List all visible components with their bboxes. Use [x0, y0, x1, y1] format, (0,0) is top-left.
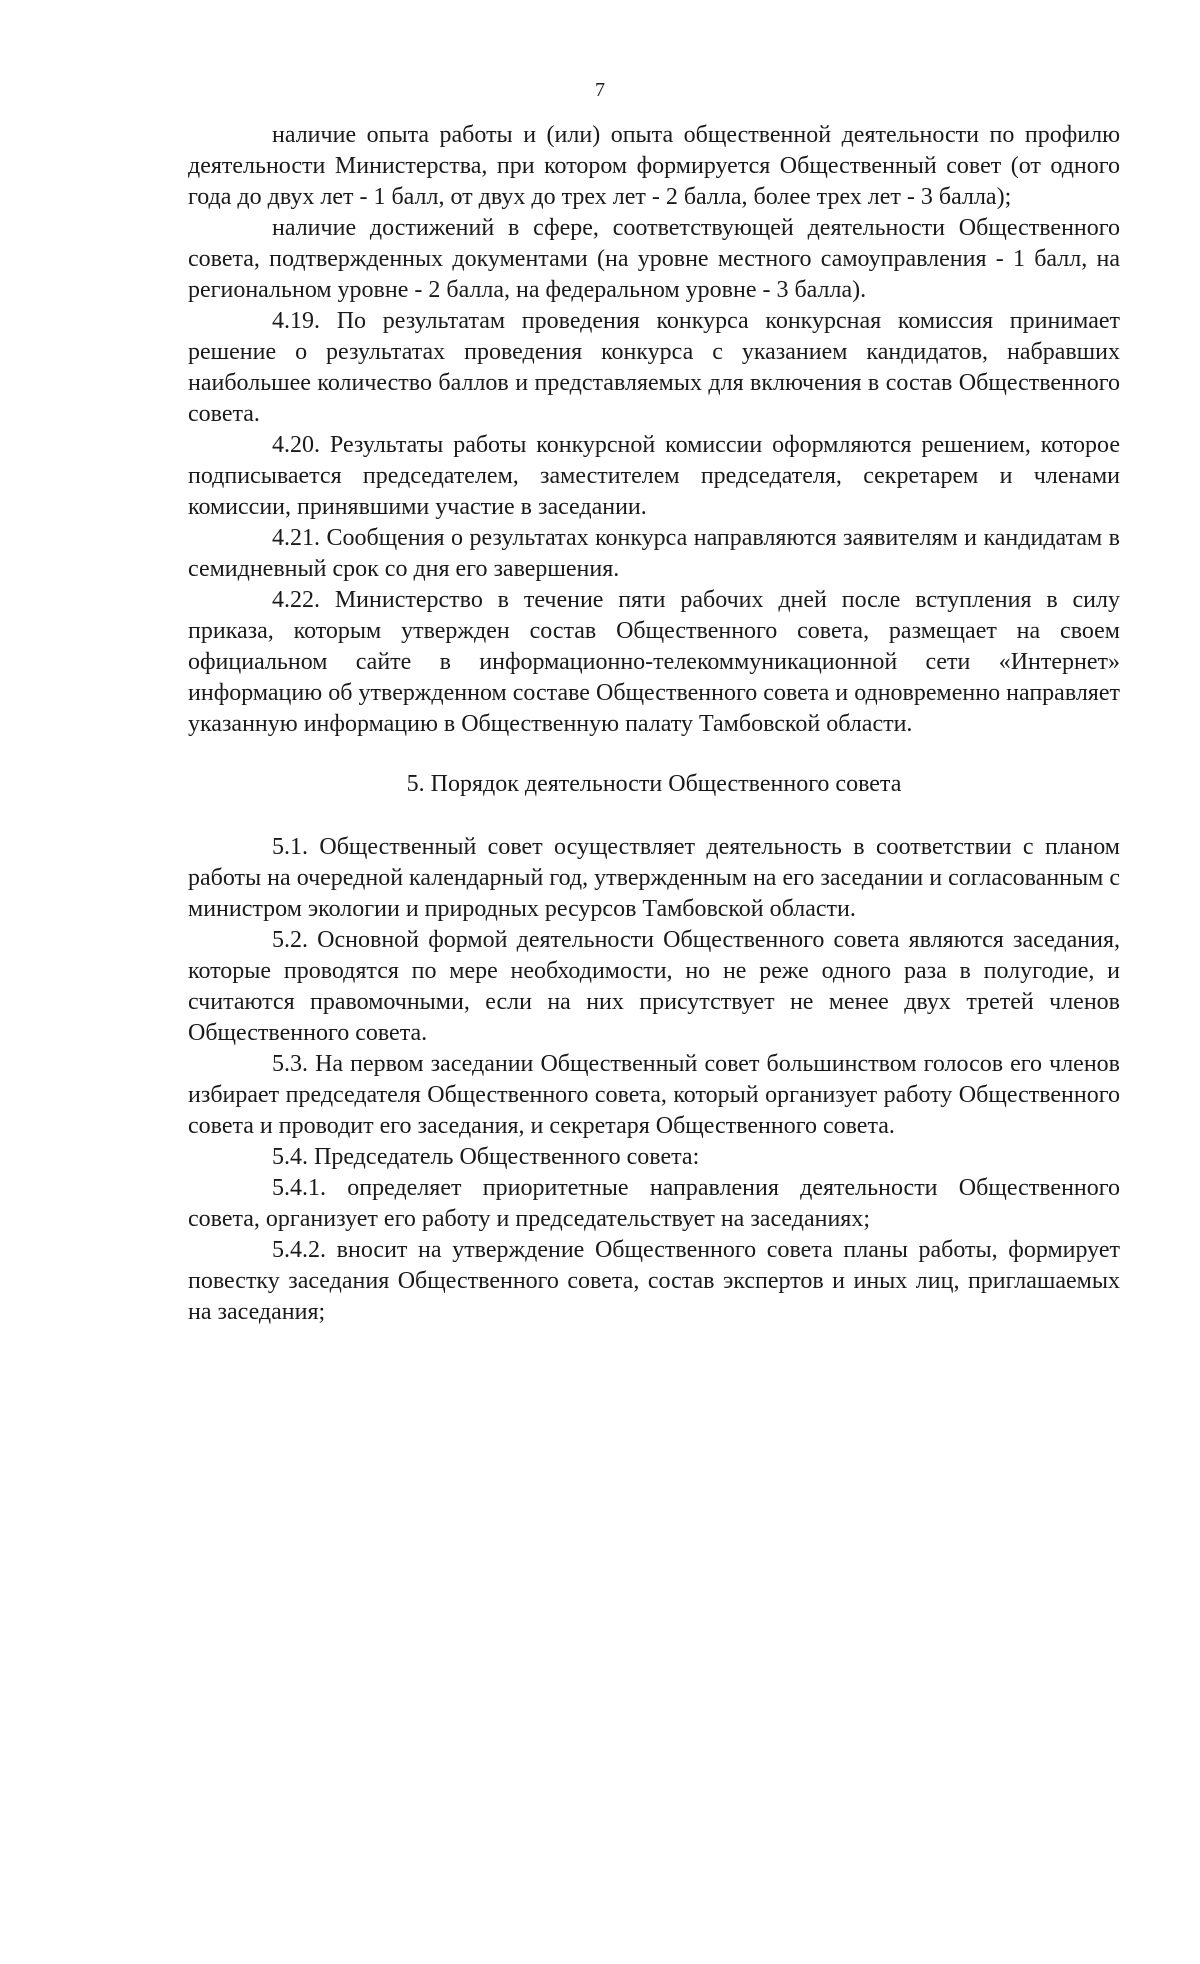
paragraph-5-4-2: 5.4.2. вносит на утверждение Общественного совета планы работы, формирует повестку заседания Общественного совета, состав экспертов и иных лиц, приглашаемых на заседания;	[188, 1237, 1120, 1325]
paragraph-4-22: 4.22. Министерство в течение пяти рабочих дней после вступления в силу приказа, которым утвержден состав Общественного совета, размещает на своем официальном сайте в информационно-телекоммуникационной сети «Интернет» информацию об утвержденном составе Общественного совета и одновременно направляет указанную информацию в Общественную палату Тамбовской области.	[188, 587, 1120, 737]
paragraph-5-4: 5.4. Председатель Общественного совета:	[272, 1144, 700, 1170]
paragraph-experience-criterion: наличие опыта работы и (или) опыта общественной деятельности по профилю деятельности Министерства, при котором формируется Общественный совет (от одного года до двух лет - 1 балл, от двух до трех лет - 2 балла, более трех лет - 3 балла);	[188, 122, 1120, 210]
paragraph-5-3: 5.3. На первом заседании Общественный совет большинством голосов его членов избирает председателя Общественного совета, который организует работу Общественного совета и проводит его заседания, и секретаря Общественного совета.	[188, 1051, 1120, 1139]
paragraph-4-19: 4.19. По результатам проведения конкурса конкурсная комиссия принимает решение о результатах проведения конкурса с указанием кандидатов, набравших наибольшее количество баллов и представляемых для включения в состав Общественного совета.	[188, 308, 1120, 427]
section-heading: 5. Порядок деятельности Общественного совета	[406, 771, 902, 797]
paragraph-5-4-1: 5.4.1. определяет приоритетные направления деятельности Общественного совета, организует его работу и председательствует на заседаниях;	[188, 1175, 1120, 1232]
page-number: 7	[595, 79, 605, 101]
document-body	[188, 120, 1120, 1328]
paragraph-4-21: 4.21. Сообщения о результатах конкурса направляются заявителям и кандидатам в семидневный срок со дня его завершения.	[188, 525, 1120, 582]
paragraph-4-20: 4.20. Результаты работы конкурсной комиссии оформляются решением, которое подписывается председателем, заместителем председателя, секретарем и членами комиссии, принявшими участие в заседании.	[188, 432, 1120, 520]
paragraph-5-2: 5.2. Основной формой деятельности Общественного совета являются заседания, которые проводятся по мере необходимости, но не реже одного раза в полугодие, и считаются правомочными, если на них присутствует не менее двух третей членов Общественного совета.	[188, 927, 1120, 1046]
paragraph-achievements-criterion: наличие достижений в сфере, соответствующей деятельности Общественного совета, подтвержденных документами (на уровне местного самоуправления - 1 балл, на региональном уровне - 2 балла, на федеральном уровне - 3 балла).	[188, 215, 1120, 303]
paragraph-5-1: 5.1. Общественный совет осуществляет деятельность в соответствии с планом работы на очередной календарный год, утвержденным на его заседании и согласованным с министром экологии и природных ресурсов Тамбовской области.	[188, 834, 1120, 922]
